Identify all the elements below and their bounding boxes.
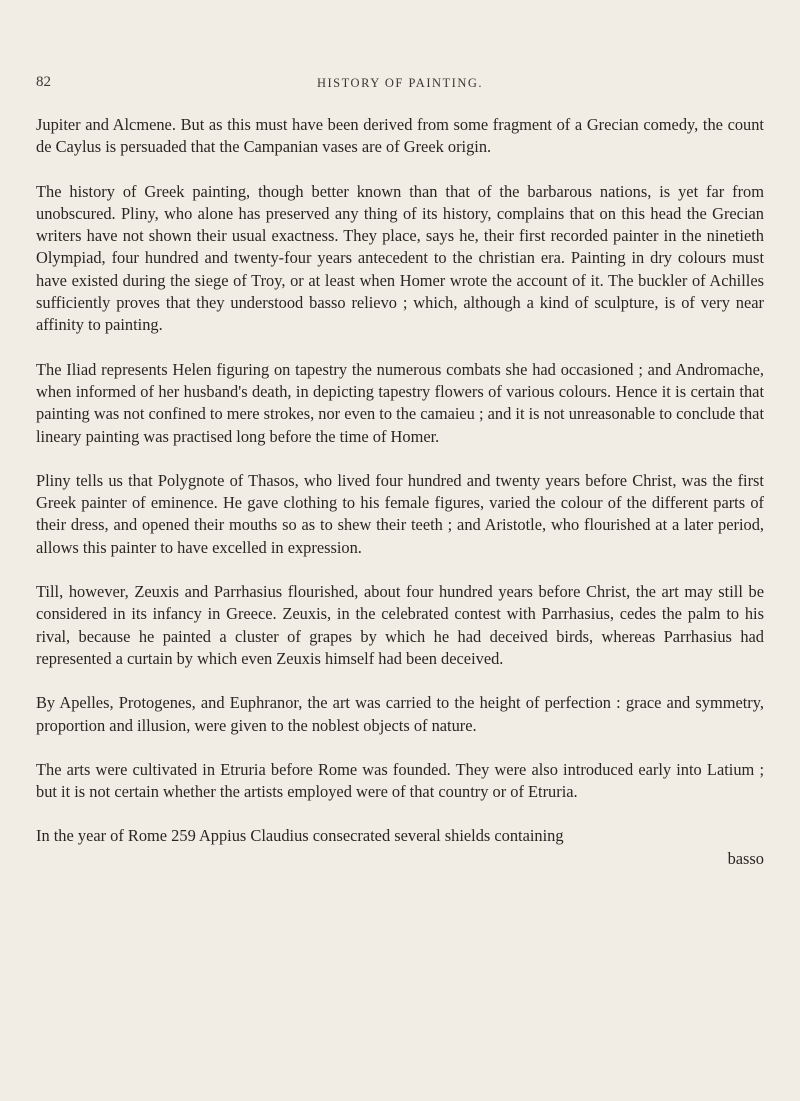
paragraph bbox=[36, 114, 764, 159]
paragraph bbox=[36, 759, 764, 804]
catchword: basso bbox=[727, 848, 764, 868]
paragraph-text: Jupiter and Alcmene. But as this must have been derived from some fragment of a Grecian comedy, the count de Caylus is persuaded that the Campanian vases are of Greek origin. bbox=[36, 115, 764, 157]
paragraph bbox=[36, 581, 764, 670]
paragraph-text: By Apelles, Protogenes, and Euphranor, the art was carried to the height of perfection : grace and symmetry, proportion and illusion, were given to the noblest objects of nature. bbox=[36, 693, 764, 735]
paragraph-text: The arts were cultivated in Etruria before Rome was founded. They were also introduced early into Latium ; but it is not certain whether the artists employed were of that country or of Etruria. bbox=[36, 759, 764, 802]
paragraph bbox=[36, 181, 764, 337]
paragraph bbox=[36, 692, 764, 737]
paragraph-text: The history of Greek painting, though better known than that of the barbarous nations, is yet far from unobscured. Pliny, who alone has preserved any thing of its history, complains that on this head the Grecian writers have not shown their usual exactness. They place, says he, their first recorded painter in the ninetieth Olympiad, four hundred and twenty-four years antecedent to the christian era. Painting in dry colours must have existed during the siege of Troy, or at least when Homer wrote the account of it. The buckler of Achilles sufficiently proves that they understood basso relievo ; which, although a kind of sculpture, is of very near affinity to painting. bbox=[36, 181, 764, 335]
paragraph bbox=[36, 825, 764, 847]
running-head: HISTORY OF PAINTING. bbox=[316, 76, 484, 90]
paragraph-text: In the year of Rome 259 Appius Claudius consecrated several shields containing bbox=[36, 826, 564, 846]
page-number: 82 bbox=[36, 74, 51, 90]
paragraph-text: Pliny tells us that Polygnote of Thasos, who lived four hundred and twenty years before Christ, was the first Greek painter of eminence. He gave clothing to his female figures, varied the colour of the different parts of their dress, and opened their mouths so as to shew their teeth ; and Aristotle, who flourished at a later period, allows this painter to have excelled in expression. bbox=[36, 470, 764, 557]
body-text bbox=[36, 114, 764, 870]
paragraph bbox=[36, 470, 764, 559]
paragraph bbox=[36, 359, 764, 448]
page-header bbox=[0, 74, 800, 96]
paragraph-text: The Iliad represents Helen figuring on tapestry the numerous combats she had occasioned ; and Andromache, when informed of her husband's death, in depicting tapestry flowers of various colours. Hence it is certain that painting was not confined to mere strokes, nor even to the camaieu ; and it is not unreasonable to conclude that lineary painting was practised long before the time of Homer. bbox=[36, 359, 764, 446]
paragraph-text: Till, however, Zeuxis and Parrhasius flourished, about four hundred years before Christ, the art may still be considered in its infancy in Greece. Zeuxis, in the celebrated contest with Parrhasius, cedes the palm to his rival, because he painted a cluster of grapes by which he had deceived birds, whereas Parrhasius had represented a curtain by which even Zeuxis himself had been deceived. bbox=[36, 582, 764, 668]
